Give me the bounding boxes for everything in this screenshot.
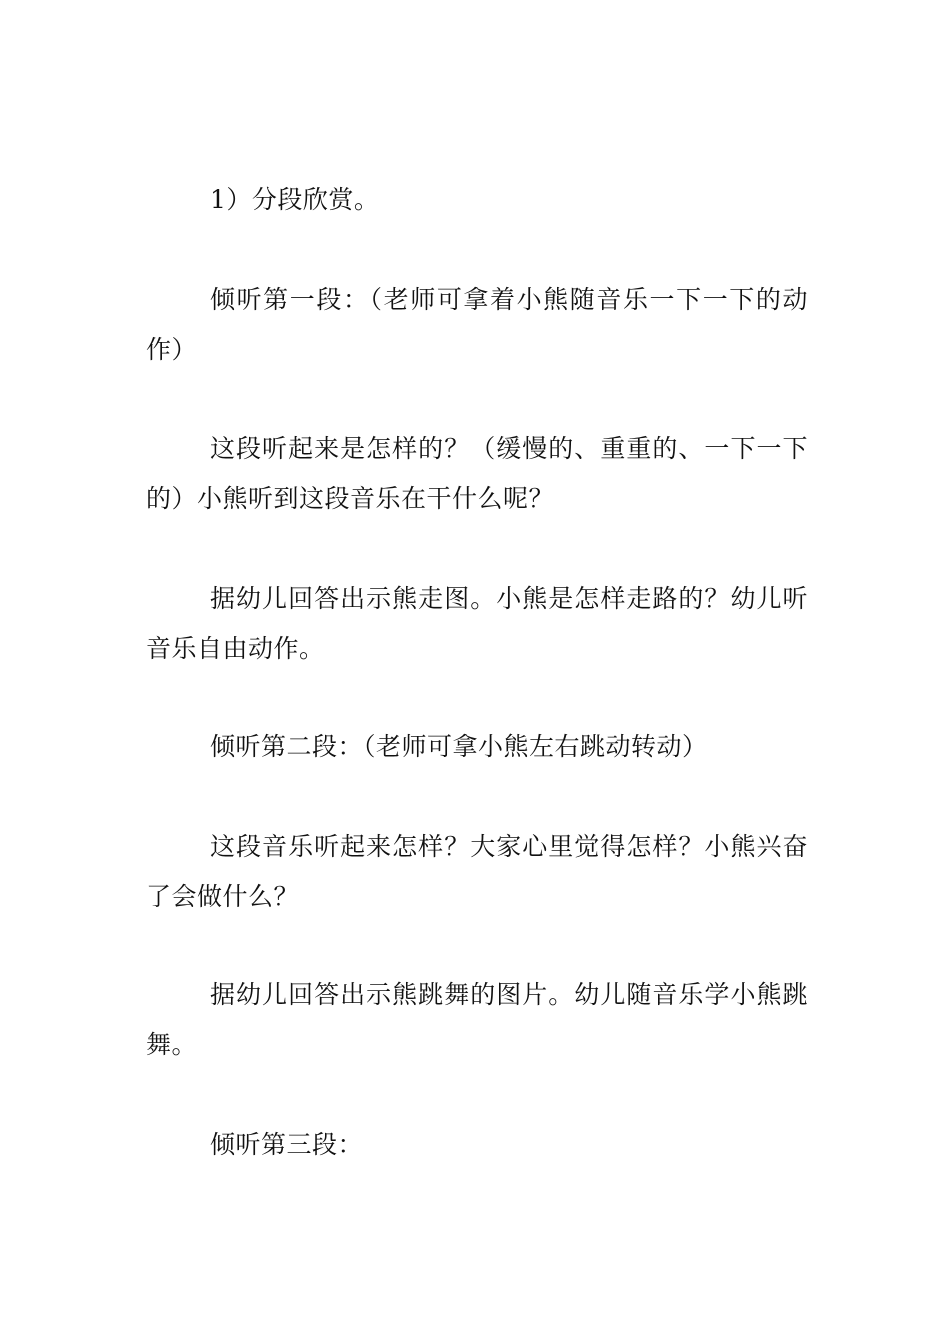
paragraph-section-heading: 1）分段欣赏。	[210, 185, 380, 214]
paragraph-bear-dance: 据幼儿回答出示熊跳舞的图片。幼儿随音乐学小熊跳舞。	[146, 980, 808, 1059]
paragraph-listen-third: 倾听第三段：	[210, 1130, 364, 1159]
paragraph-question-second: 这段音乐听起来怎样？大家心里觉得怎样？小熊兴奋了会做什么？	[146, 832, 808, 911]
paragraph-question-first: 这段听起来是怎样的？（缓慢的、重重的、一下一下的）小熊听到这段音乐在干什么呢？	[146, 434, 808, 513]
paragraph-listen-second: 倾听第二段：（老师可拿小熊左右跳动转动）	[210, 732, 708, 761]
paragraph-bear-walk: 据幼儿回答出示熊走图。小熊是怎样走路的？幼儿听音乐自由动作。	[146, 584, 808, 663]
paragraph-listen-first: 倾听第一段：（老师可拿着小熊随音乐一下一下的动作）	[146, 285, 808, 364]
